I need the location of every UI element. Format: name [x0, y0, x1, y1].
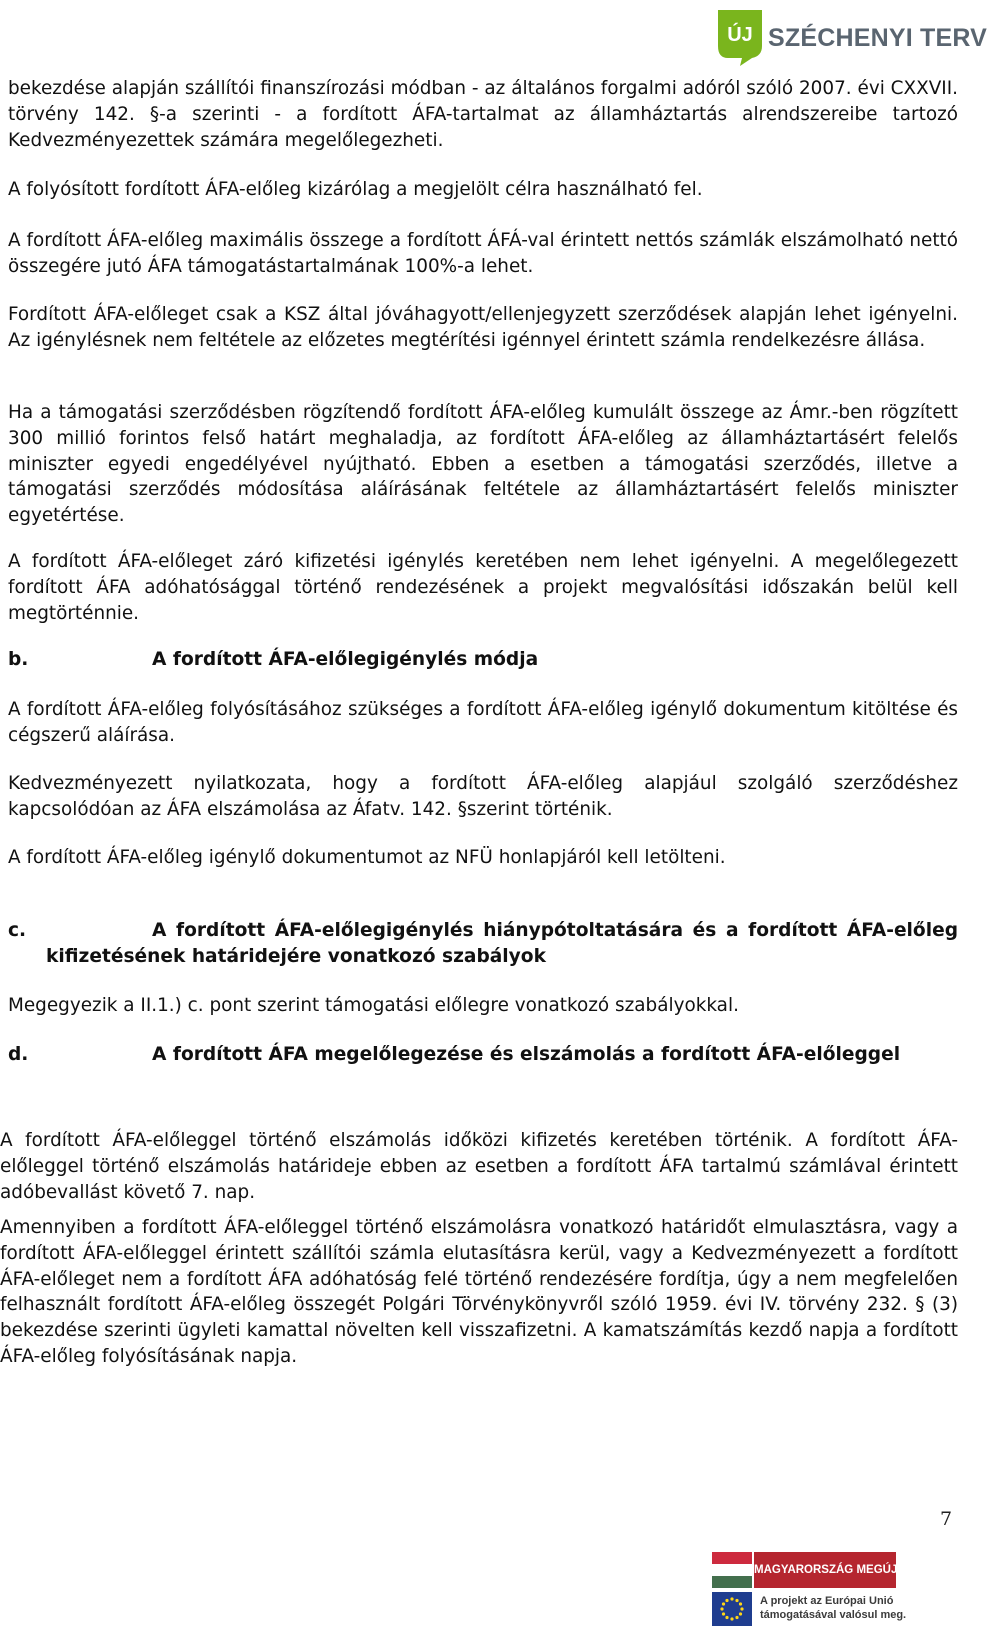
section-heading-b: [8, 647, 958, 673]
eu-support-text: A projekt az Európai Unió támogatásával valósul meg.: [760, 1595, 907, 1621]
magyarorszag-megujul-banner: MAGYARORSZÁG MEGÚJUL: [754, 1552, 896, 1588]
paragraph: A folyósított fordított ÁFA-előleg kizárólag a megjelölt célra használható fel.: [8, 179, 703, 200]
section-title: A fordított ÁFA megelőlegezése és elszámolás a fordított ÁFA-előleggel: [152, 1044, 901, 1065]
paragraph: A fordított ÁFA-előleggel történő elszámolás időközi kifizetés keretében történik. A fordított ÁFA-előleggel történő elszámolás határideje ebben az esetben a fordított ÁFA tartalmú számlával érintett adóbevallást követő 7. nap.: [0, 1130, 958, 1203]
svg-text:ÚJ: ÚJ: [727, 24, 753, 46]
paragraph: A fordított ÁFA-előleg igénylő dokumentumot az NFÜ honlapjáról kell letölteni.: [8, 847, 726, 868]
section-title: A fordított ÁFA-előlegigénylés módja: [152, 649, 539, 670]
hungarian-flag-icon: [712, 1552, 752, 1588]
footer-logos: [712, 1548, 948, 1628]
paragraph: A fordított ÁFA-előleg folyósításához szükséges a fordított ÁFA-előleg igénylő dokumentum kitöltése és cégszerű aláírása.: [8, 699, 958, 746]
paragraph: bekezdése alapján szállítói finanszírozási módban - az általános forgalmi adóról szóló 2007. évi CXXVII. törvény 142. §-a szerinti - a fordított ÁFA-tartalmat az államháztartás alrendszereibe tartozó Kedvezményezettek számára megelőlegezheti.: [8, 78, 958, 151]
paragraph: Kedvezményezett nyilatkozata, hogy a fordított ÁFA-előleg alapjául szolgáló szerződéshez kapcsolódóan az ÁFA elszámolása az Áfatv. 142. §szerint történik.: [8, 773, 958, 820]
szechenyi-terv-logo: [712, 6, 987, 68]
paragraph: A fordított ÁFA-előleg maximális összege a fordított ÁFÁ-val érintett nettós számlák elszámolható nettó összegére jutó ÁFA támogatástartalmának 100%-a lehet.: [8, 230, 958, 277]
paragraph: A fordított ÁFA-előleget záró kifizetési igénylés keretében nem lehet igényelni. A megelőlegezett fordított ÁFA adóhatósággal történő rendezésének a projekt megvalósítási időszakán belül kell megtörténnie.: [8, 551, 958, 624]
page-number: 7: [940, 1508, 953, 1530]
paragraph: Megegyezik a II.1.) c. pont szerint támogatási előlegre vonatkozó szabályokkal.: [8, 995, 739, 1016]
section-heading-d: [8, 1042, 958, 1068]
section-heading-c: [8, 918, 958, 970]
paragraph: Ha a támogatási szerződésben rögzítendő fordított ÁFA-előleg kumulált összege az Ámr.-ben rögzített 300 millió forintos felső határt meghaladja, az fordított ÁFA-előleg az államháztartásért felelős miniszter egyedi engedélyével nyújtható. Ebben a esetben a támogatási szerződés, illetve a támogatási szerződés módosítása aláírásának feltétele az államháztartásért felelős miniszter egyetértése.: [8, 402, 958, 527]
section-title: A fordított ÁFA-előlegigénylés hiánypótoltatására és a fordított ÁFA-előleg kifizetésének határidejére vonatkozó szabályok: [46, 920, 958, 967]
section-letter: d.: [8, 1044, 29, 1065]
eu-flag-icon: [712, 1592, 752, 1626]
paragraph: Amennyiben a fordított ÁFA-előleggel történő elszámolásra vonatkozó határidőt elmulasztásra, vagy a fordított ÁFA-előleggel érintett szállítói számla elutasításra kerül, vagy a Kedvezményezett a fordított ÁFA-előleget nem a fordított ÁFA adóhatóság felé történő rendezésére fordítja, úgy a nem megfelelően felhasznált fordított ÁFA-előleg összegét Polgári Törvénykönyvről szóló 1959. évi IV. törvény 232. § (3) bekezdése szerinti ügyleti kamattal növelten kell visszafizetni. A kamatszámítás kezdő napja a fordított ÁFA-előleg folyósításának napja.: [0, 1217, 958, 1367]
uj-badge-icon: [712, 6, 768, 68]
paragraph: Fordított ÁFA-előleget csak a KSZ által jóváhagyott/ellenjegyzett szerződések alapján lehet igényelni. Az igénylésnek nem feltétele az előzetes megtérítési igénnyel érintett számla rendelkezésre állása.: [8, 304, 958, 351]
section-letter: b.: [8, 649, 29, 670]
section-letter: c.: [8, 920, 27, 941]
logo-text: SZÉCHENYI TERV: [768, 24, 987, 52]
